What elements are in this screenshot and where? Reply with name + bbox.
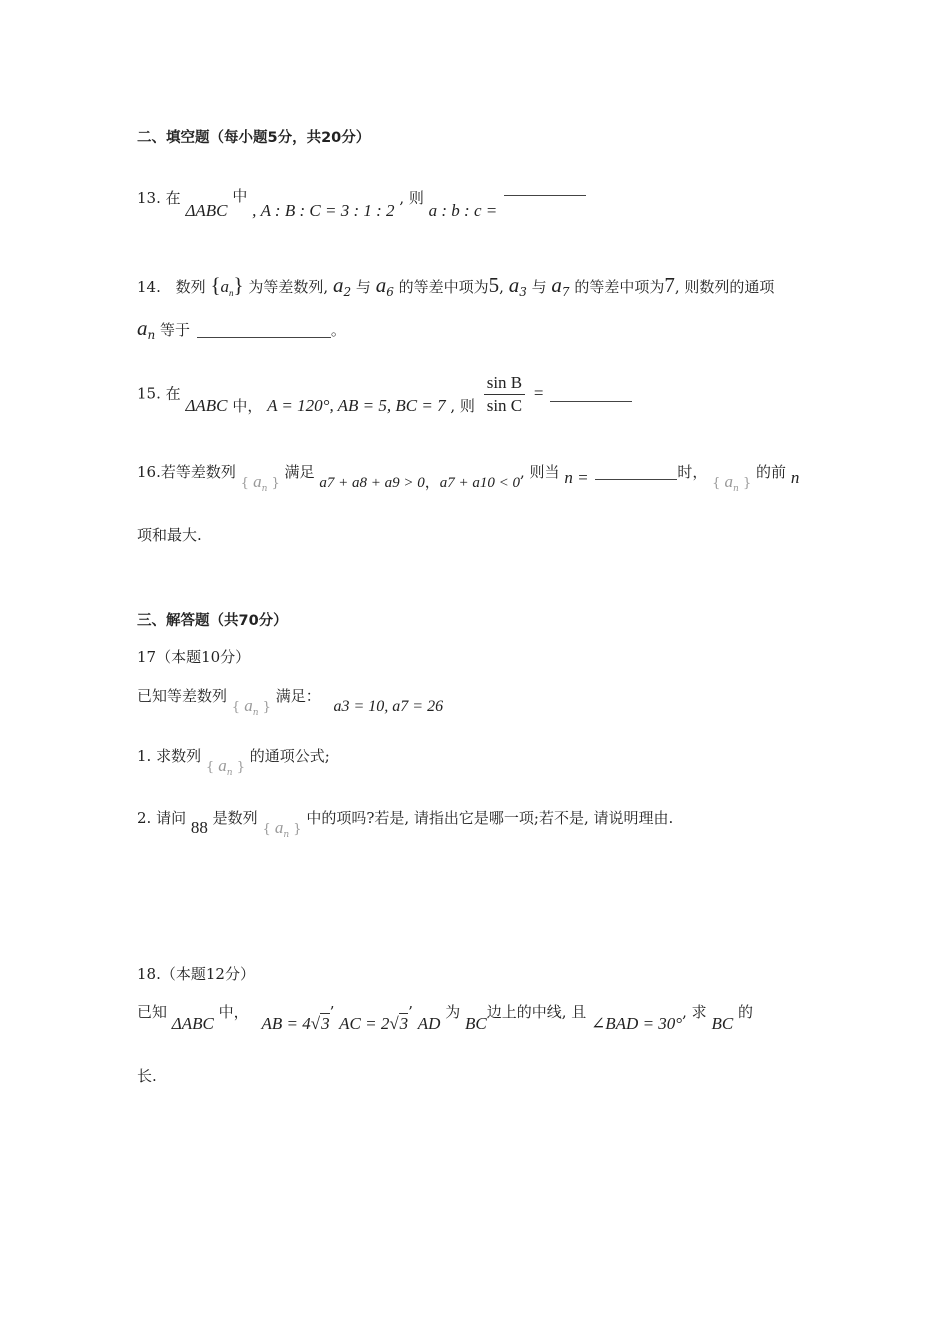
question-14-line-2: $a_n$ 等于 。 — [137, 316, 346, 342]
q15-fraction: $\frac{\text{sin B}}{\text{sin C}}$ — [484, 372, 525, 417]
q14-number: 14. — [137, 278, 161, 296]
q17-conditions: a3 = 10, a7 = 26 — [333, 698, 444, 715]
q18-line-2: 长. — [137, 1067, 157, 1085]
question-15-line: 15. 在 ΔABC 中， A = 120°, AB = 5, BC = 7 , 则 $\frac{\text{sin B}}{\text{sin C}}$ = — [137, 372, 632, 417]
q13-triangle: ΔABC — [185, 201, 228, 220]
section-3-title: 三、解答题（共70分） — [137, 613, 288, 629]
q17-part-1: 1. 求数列 { $a_n$ } 的通项公式; — [137, 747, 330, 778]
q13-answer-blank[interactable] — [504, 194, 586, 196]
q18-ac: AC = 2√3 — [339, 1014, 409, 1033]
q15-answer-blank[interactable] — [550, 400, 632, 402]
question-16-line-2: 项和最大. — [137, 526, 202, 544]
q18-header: 18.（本题12分） — [137, 965, 255, 983]
q18-statement: 已知 ΔABC 中， AB = 4√3’ AC = 2√3’ AD 为 BC边上的中线, 且 ∠BAD = 30°, 求 BC 的 — [137, 1003, 753, 1033]
q15-number: 15. — [137, 384, 161, 403]
q17-statement: 已知等差数列 { $a_n$ } 满足： a3 = 10, a7 = 26 — [137, 687, 444, 718]
q15-conditions: A = 120°, AB = 5, BC = 7 — [267, 395, 446, 415]
question-14-line-1: 14. 数列 $\{a_n\}$ 为等差数列, $a_2$ 与 $a_6$ 的等差中项为5, $a_3$ 与 $a_7$ 的等差中项为7, 则数列的通项 — [137, 273, 775, 299]
q16-condition-2: a7 + a10 < 0 — [439, 475, 520, 491]
q16-condition-1: a7 + a8 + a9 > 0 — [319, 475, 425, 491]
q18-ab: AB = 4√3 — [261, 1014, 330, 1033]
q14-answer-blank[interactable] — [197, 336, 331, 338]
q13-number: 13. — [137, 189, 161, 207]
q17-header: 17（本题10分） — [137, 648, 251, 666]
q17-part-2: 2. 请问 88 是数列 { $a_n$ } 中的项吗?若是, 请指出它是哪一项;若不是, 请说明理由. — [137, 809, 674, 840]
question-16-line-1: 16.若等差数列 { $a_n$ } 满足 a7 + a8 + a9 > 0，a7 + a10 < 0, 则当 n = 时， { $a_n$ } 的前 n — [137, 463, 800, 494]
question-13-line: 13. 在 ΔABC 中 , A : B : C = 3 : 1 : 2 , 则 a : b : c = — [137, 188, 586, 208]
q16-number: 16. — [137, 463, 161, 481]
q13-ratio: , A : B : C = 3 : 1 : 2 — [252, 201, 395, 220]
section-2-title: 二、填空题（每小题5分，共20分） — [137, 130, 371, 146]
q16-answer-blank[interactable] — [595, 478, 677, 480]
q18-angle: ∠BAD = 30° — [591, 1014, 683, 1033]
q13-expression: a : b : c = — [428, 201, 498, 220]
